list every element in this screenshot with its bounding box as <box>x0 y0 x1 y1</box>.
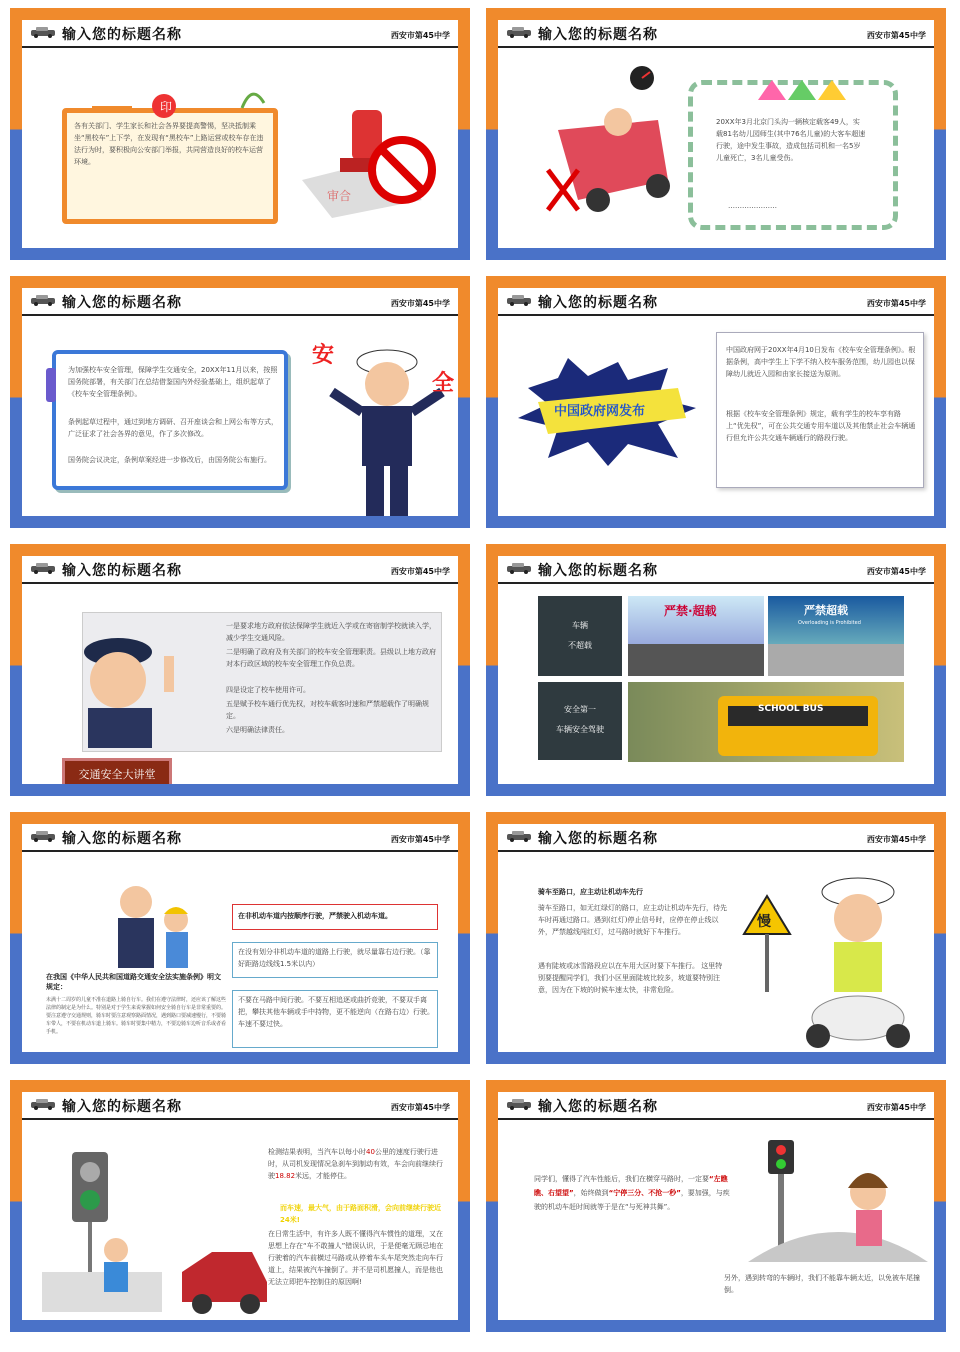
police-car-icon <box>30 1098 56 1110</box>
box-safe-driving <box>538 682 622 760</box>
slide-8[interactable] <box>486 812 946 1064</box>
school-name: 西安市第45中学 <box>866 567 926 576</box>
slide-title: 输入您的标题名称 <box>538 831 658 847</box>
info-item-2: 根据《校车安全管理条例》规定，载有学生的校车享有路上“优先权”，可在公共交通专用车道以及其他禁止社会车辆通行但允许公共交通车辆通行的路段行驶。 <box>726 410 916 442</box>
info-item-1: 中国政府网于20XX年4月10日发布《校车安全管理条例》。根据条例，高中学生上下学不纳入校车服务范围，幼儿园也以保障幼儿就近入园和由家长接送为原则。 <box>726 346 916 378</box>
police-car-icon <box>506 562 532 574</box>
police-car-icon <box>506 1098 532 1110</box>
inertia-p2: 在日常生活中，有许多人既不懂得汽车惯性的道理，又在思想上存在“车不敢撞人”错误认识，于是便毫无顾忌地在行驶着的汽车前横过马路或从停着车头车尾突然走向车行道上，结果被汽车撞倒了。并不是司机愿撞人，而是他也无法立即把车控制住的原因啊! <box>268 1230 444 1286</box>
slide-title: 输入您的标题名称 <box>62 831 182 847</box>
advice-c: ，始终做到 <box>573 1189 609 1197</box>
girl-crossing-icon <box>748 1132 928 1272</box>
school-name: 西安市第45中学 <box>390 299 450 308</box>
box-safe-driving-line2: 车辆安全驾驶 <box>556 725 604 734</box>
crosswalk-scene-icon <box>42 1142 272 1320</box>
lecture-sign: 交通安全大讲堂 <box>62 758 172 784</box>
slide-header <box>22 1092 458 1120</box>
school-name: 西安市第45中学 <box>866 1103 926 1112</box>
burst-text: 中国政府网发布 <box>554 404 646 419</box>
rule-2: 在没有划分非机动车道的道路上行驶，就尽量靠右边行驶。（靠好距路边线线1.5米以内） <box>238 948 431 968</box>
measure-item-3: 四是设定了校车使用许可。 <box>226 686 310 694</box>
photo1-caption: 严禁·超载 <box>664 604 717 618</box>
advice-text <box>534 1172 734 1214</box>
slide-5[interactable] <box>10 544 470 796</box>
clipboard-clip <box>46 368 56 402</box>
inertia-p1-a: 检测结果表明，当汽车以每小时 <box>268 1148 366 1156</box>
police-car-icon <box>506 830 532 842</box>
police-car-icon <box>506 294 532 306</box>
inertia-p1-e: 米远，才能停住。 <box>295 1172 352 1180</box>
school-name: 西安市第45中学 <box>390 567 450 576</box>
regulation-item-3: 国务院会议决定，条例草案经进一步修改后，由国务院公布施行。 <box>68 456 271 464</box>
school-name: 西安市第45中学 <box>866 31 926 40</box>
left-title: 在我国《中华人民共和国道路交通安全法实施条例》明文规定： <box>46 973 221 991</box>
slide-header <box>22 288 458 316</box>
slide-header <box>498 288 934 316</box>
slide-title: 输入您的标题名称 <box>62 27 182 43</box>
stamp-text: 审合 <box>327 189 352 203</box>
box-no-overload-line1: 车辆 <box>572 621 588 630</box>
slide-6[interactable] <box>486 544 946 796</box>
slide-header <box>22 556 458 584</box>
slide-header <box>22 824 458 852</box>
school-name: 西安市第45中学 <box>866 835 926 844</box>
slide-title: 输入您的标题名称 <box>62 295 182 311</box>
decoration-icon <box>72 78 272 118</box>
slow-sign-icon <box>742 894 792 994</box>
advice-turning: 另外，遇到转弯的车辆时，我们不能靠车辆太近，以免被车尾撞倒。 <box>724 1274 920 1294</box>
slide-title: 输入您的标题名称 <box>538 27 658 43</box>
measure-item-2: 二是明确了政府及有关部门的校车安全管理职责。县级以上地方政府对本行政区域的校车安全管理工作负总责。 <box>226 648 436 668</box>
svg-text:印: 印 <box>160 100 173 114</box>
slide-header <box>498 20 934 48</box>
measure-item-4: 五是赋予校车通行优先权，对校车载客时速和严禁超载作了明确规定。 <box>226 700 429 720</box>
box-no-overload-line2: 不超载 <box>568 641 592 650</box>
slide-3[interactable] <box>10 276 470 528</box>
school-name: 西安市第45中学 <box>390 1103 450 1112</box>
police-scooter-icon <box>798 868 918 1052</box>
paragraph-1: 骑车至路口，如无红绿灯的路口，应主动让机动车先行，待先车时再通过路口。遇到(红灯)停止信号时，应停在停止线以外，严禁越线闯红灯，过马路时就好下车推行。 <box>538 904 727 936</box>
slide-7[interactable] <box>10 812 470 1064</box>
slide-10[interactable] <box>486 1080 946 1332</box>
safety-char-quan: 全 <box>432 371 455 396</box>
box-no-overload <box>538 596 622 676</box>
rule-3: 不要在马路中间行驶。不要互相追逐或曲折竞驶，不要双手离把，攀扶其他车辆或手中持物，更不能逆向（在路右边）行驶。车速不要过快。 <box>238 996 434 1028</box>
advice-a: 同学们，懂得了汽车性能后，我们在横穿马路时，一定要 <box>534 1175 709 1183</box>
inertia-p1-c: 公里的速度行驶行进时，从司机发现情况急刹车到制动有效，车会向前继续行驶 <box>268 1148 443 1180</box>
left-body: 未满十二周岁的儿童不准在道路上骑自行车。我们在遵守法律时，还应该了解这些法律的制定是为什么。特别是对于学生来说掌握如何安全骑自行车是非常重要的。要注意遵守交通规则，骑车时要注意观察路面情况，遇到路口要减速慢行，不要骑车带人，不要在机动车道上骑车。骑车时要集中精力，不要边骑车边听音乐或者看手机。 <box>46 997 227 1035</box>
news-text: 20XX年3月北京门头沟一辆核定载客49人，实载81名幼儿园师生(其中76名儿童)的大客车超速行驶，途中发生事故，造成包括司机和一名5岁儿童死亡，3名儿童受伤。 <box>716 118 866 162</box>
regulation-item-2: 条例起草过程中，通过到地方调研、召开座谈会和上网公布等方式，广泛征求了社会各界的意见，作了多次修改。 <box>68 418 278 438</box>
regulation-item-1: 为加强校车安全管理，保障学生交通安全，20XX年11月以来，按照国务院部署，有关部门在总结借鉴国内外经验基础上，组织起草了《校车安全管理条例》。 <box>68 366 278 398</box>
slide-header <box>22 20 458 48</box>
safety-char-an: 安 <box>312 343 335 368</box>
slide-header <box>498 556 934 584</box>
notice-text: 各有关部门、学生家长和社会各界要提高警惕，坚决抵制乘坐“黑校车”上下学，在发现有“黑校车”上路运营或校车存在违法行为时，要积极向公安部门举报，共同营造良好的校车运营环境。 <box>74 122 264 166</box>
slide-9[interactable] <box>10 1080 470 1332</box>
box-safe-driving-line1: 安全第一 <box>564 705 596 714</box>
advice-e: ，要加强，与疾驶的机动车赶时间就等于是在“与死神共舞”。 <box>534 1189 730 1211</box>
speedometer-icon <box>628 64 656 92</box>
slide-2[interactable] <box>486 8 946 260</box>
photo2-subtitle: Overloading is Prohibited <box>798 620 861 626</box>
slow-sign-text: 慢 <box>757 914 771 930</box>
police-car-icon <box>30 562 56 574</box>
bunting-icon <box>748 70 868 110</box>
news-dots: ………………… <box>728 202 777 210</box>
rule-1: 在非机动车道内按顺序行驶，严禁驶入机动车道。 <box>238 912 392 920</box>
speed-value: 40 <box>366 1148 375 1156</box>
photo3-caption: SCHOOL BUS <box>758 704 824 714</box>
police-with-child-icon <box>102 876 202 976</box>
police-car-icon <box>506 26 532 38</box>
school-name: 西安市第45中学 <box>390 31 450 40</box>
slide-title: 输入您的标题名称 <box>538 295 658 311</box>
section-heading: 骑车至路口，应主动让机动车先行 <box>538 888 643 896</box>
slide-title: 输入您的标题名称 <box>538 563 658 579</box>
paragraph-2: 遇有陡坡或冰雪路段应以在车用大区时要下车推行。 这里特别要提醒同学们，我们小区里面陡坡比较多，坡道要特别注意，因为在下坡的时候车速太快，非常危险。 <box>538 962 723 994</box>
slide-title: 输入您的标题名称 <box>62 1099 182 1115</box>
highlight-text: 而车速，最大气，由于路面积滑，会向前继续行驶近24米! <box>280 1204 441 1224</box>
police-car-icon <box>30 830 56 842</box>
police-lecturer-icon <box>68 622 188 752</box>
slide-title: 输入您的标题名称 <box>538 1099 658 1115</box>
measure-item-1: 一是要求地方政府依法保障学生就近入学或在寄宿制学校就读入学，减少学生交通风险。 <box>226 622 436 642</box>
school-name: 西安市第45中学 <box>390 835 450 844</box>
measure-item-5: 六是明确法律责任。 <box>226 726 289 734</box>
police-car-icon <box>30 294 56 306</box>
stamp-prohibit-icon <box>292 100 452 220</box>
slide-header <box>498 1092 934 1120</box>
photo2-title: 严禁超载 <box>804 604 848 617</box>
slide-4[interactable] <box>486 276 946 528</box>
slide-header <box>498 824 934 852</box>
slide-1[interactable] <box>10 8 470 260</box>
school-name: 西安市第45中学 <box>866 299 926 308</box>
advice-stop: “宁停三分、不抢一秒” <box>608 1189 681 1197</box>
school-bus-icon <box>708 686 888 762</box>
inertia-p1 <box>268 1146 448 1182</box>
traffic-police-icon <box>322 332 455 516</box>
police-car-icon <box>30 26 56 38</box>
slide-title: 输入您的标题名称 <box>62 563 182 579</box>
distance-value: 18.82 <box>275 1172 296 1180</box>
advice-look: “左瞧瞧、右望望” <box>534 1175 728 1197</box>
